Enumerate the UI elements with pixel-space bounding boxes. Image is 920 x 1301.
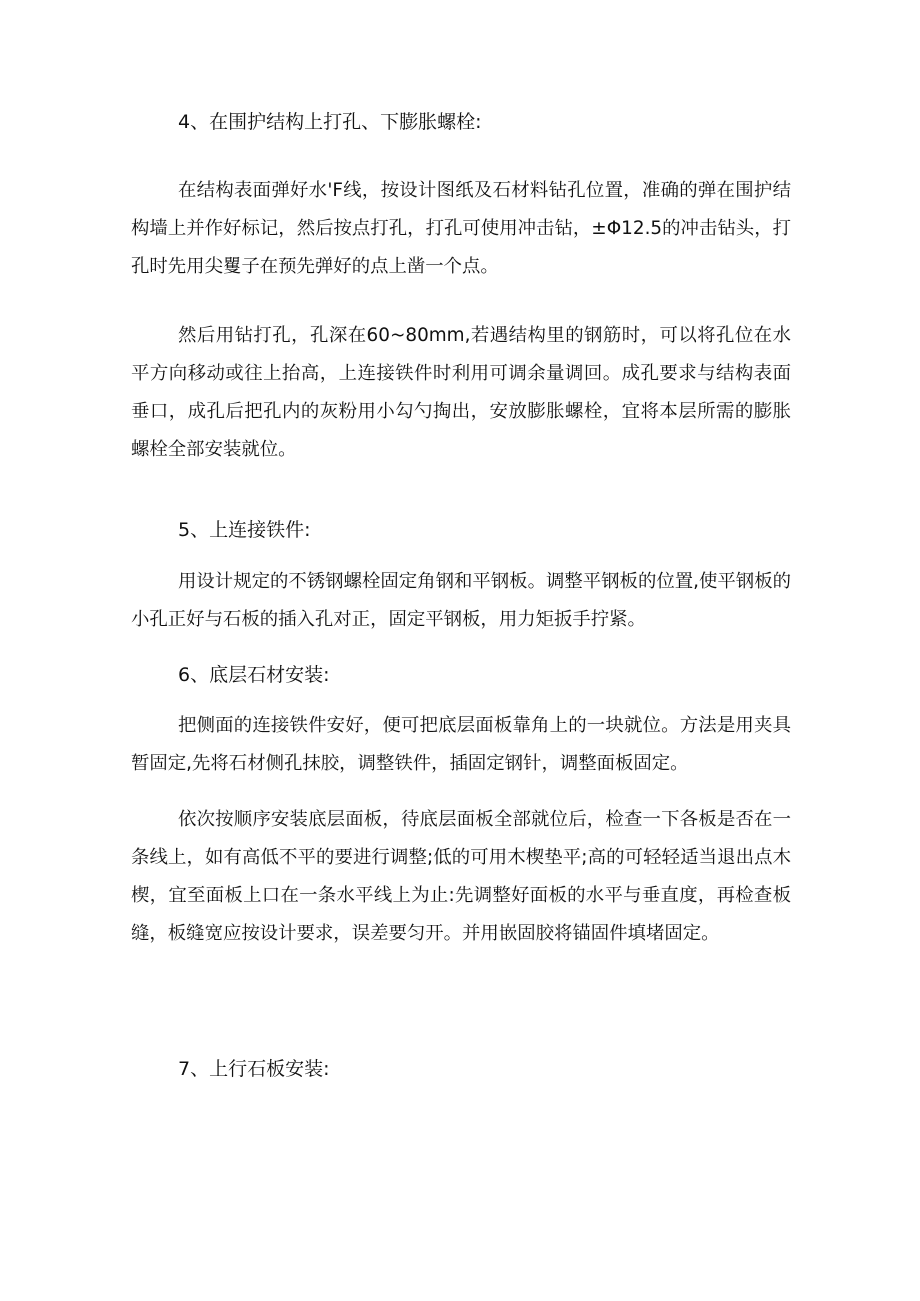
- section-4-paragraph-1: 在结构表面弹好水'F线，按设计图纸及石材料钻孔位置，准确的弹在围护结构墙上并作好标记，然后按点打孔，打孔可使用冲击钻，±Φ12.5的冲击钻头，打孔时先用尖矍子在预先弹好的点上凿一个点。: [131, 180, 791, 277]
- section-heading-5: 5、上连接铁件:: [178, 519, 311, 541]
- section-heading-4: 4、在围护结构上打孔、下膨胀螺栓:: [178, 111, 482, 133]
- section-6-paragraph-2: 依次按顺序安装底层面板，待底层面板全部就位后，检查一下各板是否在一条线上，如有高低不平的要进行调整;低的可用木楔垫平;高的可轻轻适当退出点木楔，宜至面板上口在一条水平线上为止:先调整好面板的水平与垂直度，再检查板缝，板缝宽应按设计要求，误差要匀开。并用嵌固胶将锚固件填堵固定。: [131, 809, 791, 944]
- section-5-paragraph-1: 用设计规定的不锈钢螺栓固定角钢和平钢板。调整平钢板的位置,使平钢板的小孔正好与石板的插入孔对正，固定平钢板，用力矩扳手拧紧。: [131, 571, 791, 630]
- section-6-paragraph-1: 把侧面的连接铁件安好，便可把底层面板靠角上的一块就位。方法是用夹具暂固定,先将石材侧孔抹胶，调整铁件，插固定钢针，调整面板固定。: [131, 715, 791, 774]
- section-heading-6: 6、底层石材安装:: [178, 664, 330, 686]
- section-heading-7: 7、上行石板安装:: [178, 1058, 330, 1080]
- section-4-paragraph-2: 然后用钻打孔，孔深在60~80mm,若遇结构里的钢筋时，可以将孔位在水平方向移动或往上抬高，上连接铁件时利用可调余量调回。成孔要求与结构表面垂口，成孔后把孔内的灰粉用小勾勺掏出，安放膨胀螺栓，宜将本层所需的膨胀螺栓全部安装就位。: [131, 325, 791, 460]
